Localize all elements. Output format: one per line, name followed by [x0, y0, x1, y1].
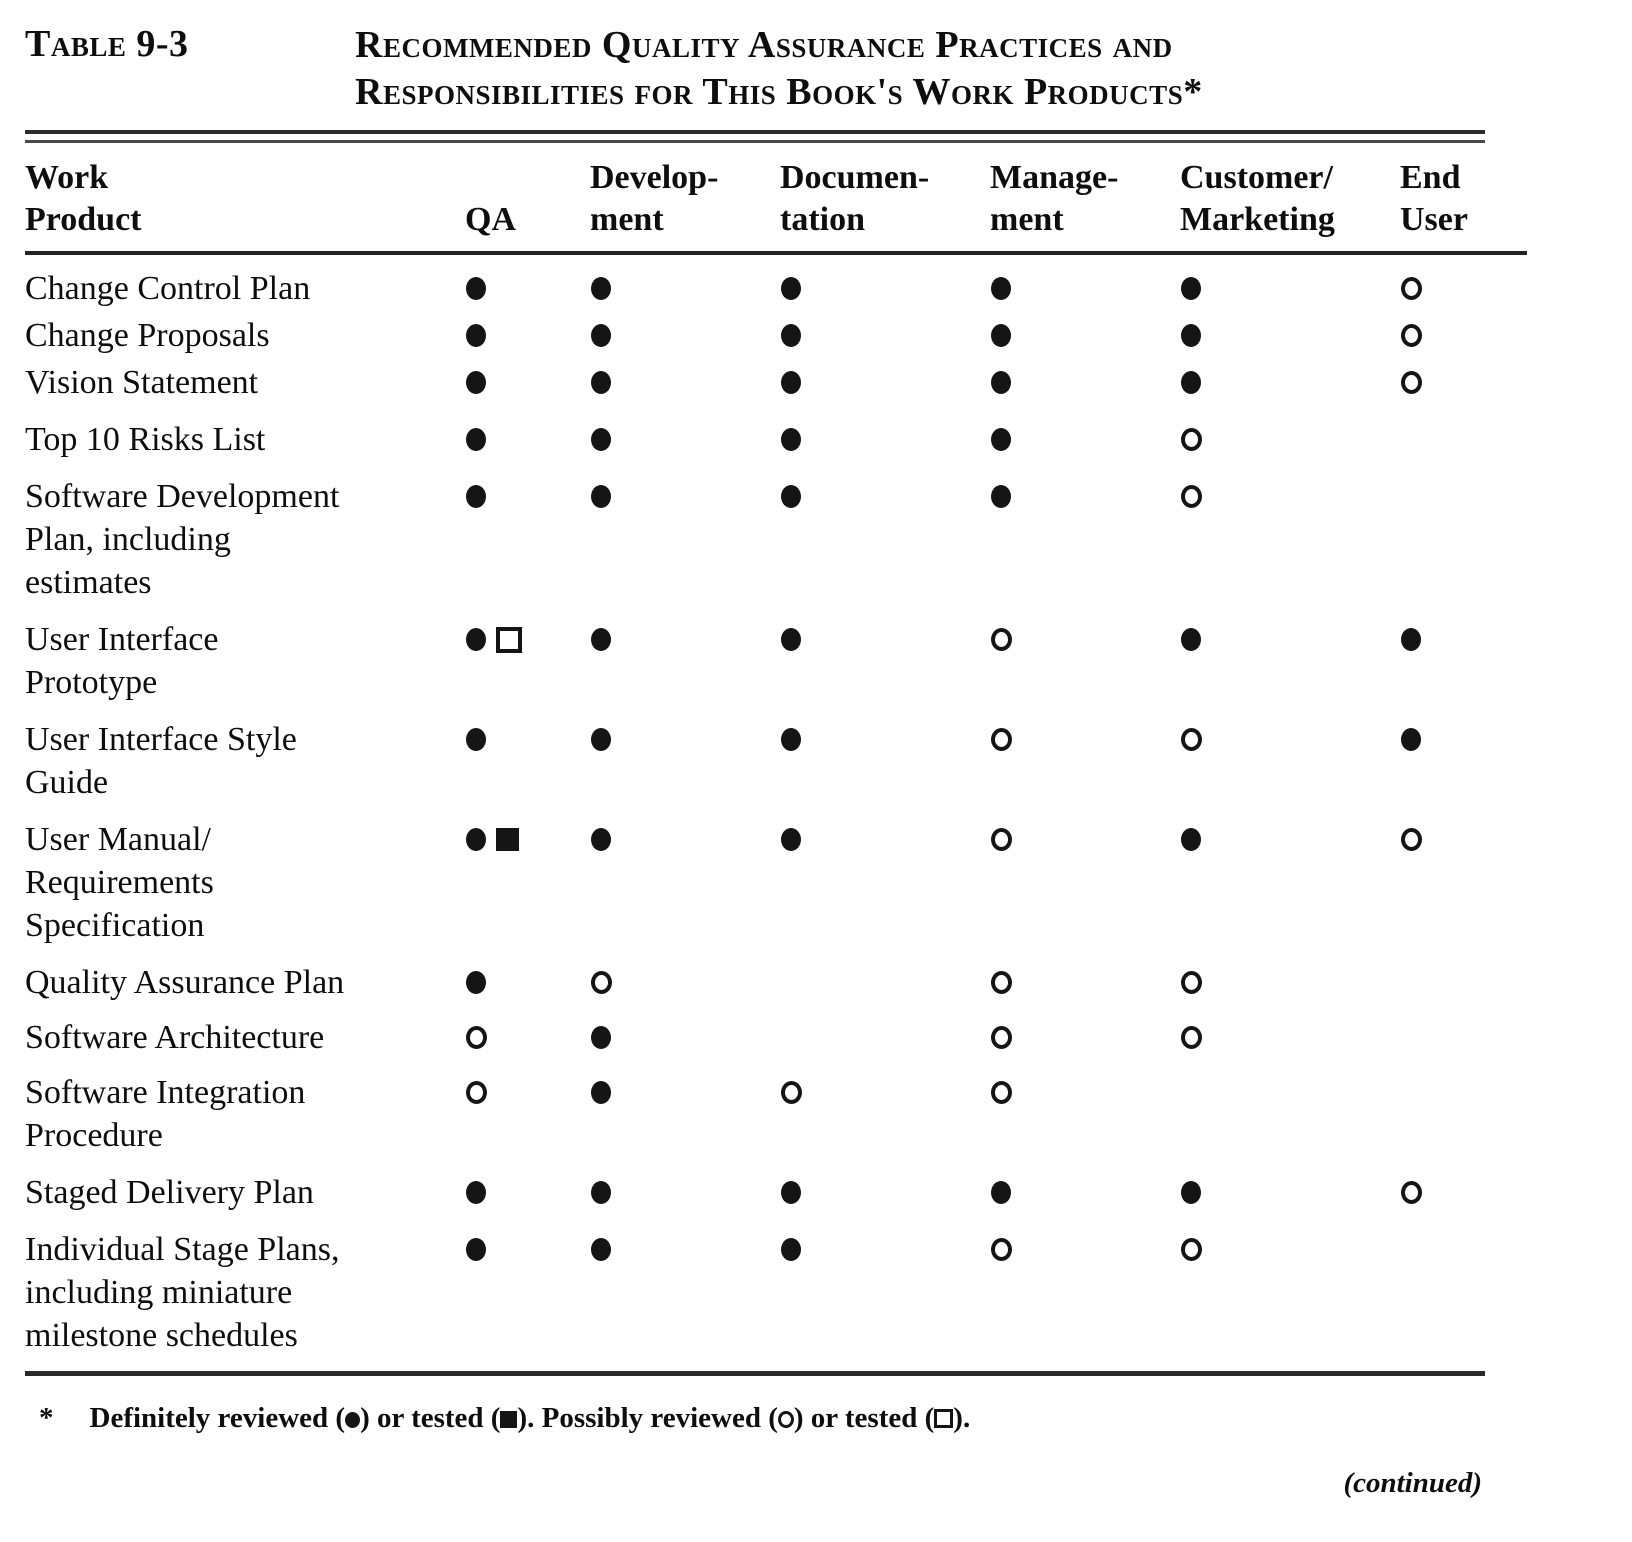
column-header-qa	[465, 157, 590, 241]
table-row	[25, 361, 1632, 404]
footnote-text-segment: Definitely reviewed (	[89, 1402, 346, 1434]
responsibility-cell	[990, 1228, 1180, 1271]
definitely-reviewed-icon	[991, 428, 1011, 451]
responsibility-cell	[590, 314, 780, 357]
responsibility-cell	[1400, 961, 1527, 1004]
work-product-label-line: Software Development	[25, 478, 340, 515]
responsibility-cell	[465, 1016, 590, 1059]
possibly-reviewed-icon	[991, 1238, 1012, 1261]
responsibility-cell	[1180, 361, 1400, 404]
table-row	[25, 818, 1632, 947]
definitely-reviewed-icon	[1181, 1181, 1201, 1204]
table-body	[25, 255, 1632, 1357]
responsibility-cell	[1180, 267, 1400, 310]
responsibility-cell	[1400, 1016, 1527, 1059]
responsibility-cell	[1180, 418, 1400, 461]
work-product-label	[25, 1071, 465, 1157]
work-product-label-line: Change Control Plan	[25, 270, 311, 307]
work-product-label-line: Quality Assurance Plan	[25, 964, 345, 1001]
possibly-tested-icon	[496, 627, 522, 653]
responsibility-cell	[590, 418, 780, 461]
responsibility-cell	[990, 1171, 1180, 1214]
responsibility-cell	[1400, 475, 1527, 518]
table-row	[25, 1228, 1632, 1357]
table-footnote	[25, 1402, 1485, 1435]
responsibility-cell	[780, 267, 990, 310]
definitely-reviewed-icon	[466, 371, 486, 394]
possibly-reviewed-icon	[991, 728, 1012, 751]
definitely-reviewed-icon	[781, 371, 801, 394]
definitely-reviewed-icon	[991, 485, 1011, 508]
definitely-reviewed-icon	[591, 324, 611, 347]
responsibility-cell	[780, 314, 990, 357]
possibly-reviewed-icon	[466, 1026, 487, 1049]
possibly-reviewed-icon	[781, 1081, 802, 1104]
work-product-label-line: milestone schedules	[25, 1317, 298, 1354]
responsibility-cell	[990, 618, 1180, 661]
definitely-reviewed-icon	[781, 428, 801, 451]
responsibility-cell	[780, 1071, 990, 1114]
definitely-reviewed-icon	[781, 277, 801, 300]
work-product-label	[25, 818, 465, 947]
responsibility-cell	[1180, 818, 1400, 861]
responsibility-cell	[780, 718, 990, 761]
table-title-line1: Recommended Quality Assurance Practices and	[355, 24, 1173, 66]
possibly-reviewed-icon	[591, 971, 612, 994]
footnote-legend-text	[90, 1402, 971, 1435]
responsibility-cell	[1400, 361, 1527, 404]
column-header-line: User	[1400, 201, 1468, 238]
definitely-reviewed-icon	[345, 1412, 360, 1428]
responsibility-cell	[990, 314, 1180, 357]
column-header-line: Documen-	[780, 159, 930, 196]
definitely-reviewed-icon	[991, 371, 1011, 394]
definitely-reviewed-icon	[591, 1181, 611, 1204]
table-row	[25, 267, 1632, 310]
responsibility-cell	[1180, 1071, 1400, 1114]
definitely-reviewed-icon	[466, 1238, 486, 1261]
possibly-reviewed-icon	[1401, 1181, 1422, 1204]
responsibility-cell	[590, 1171, 780, 1214]
definitely-reviewed-icon	[991, 324, 1011, 347]
definitely-reviewed-icon	[591, 485, 611, 508]
responsibility-cell	[990, 1071, 1180, 1114]
table-row	[25, 418, 1632, 461]
definitely-reviewed-icon	[991, 1181, 1011, 1204]
work-product-label-line: Change Proposals	[25, 317, 270, 354]
responsibility-cell	[1400, 418, 1527, 461]
responsibility-cell	[465, 1071, 590, 1114]
column-header-line: tation	[780, 201, 865, 238]
column-header-line: Work	[25, 159, 109, 196]
work-product-label	[25, 1016, 465, 1059]
responsibility-cell	[780, 818, 990, 861]
responsibility-cell	[780, 961, 990, 1004]
definitely-tested-icon	[500, 1411, 517, 1428]
responsibility-cell	[780, 475, 990, 518]
work-product-label	[25, 1171, 465, 1214]
definitely-reviewed-icon	[591, 1081, 611, 1104]
definitely-reviewed-icon	[591, 828, 611, 851]
work-product-label	[25, 961, 465, 1004]
definitely-reviewed-icon	[1181, 628, 1201, 651]
definitely-reviewed-icon	[781, 1181, 801, 1204]
table-row	[25, 475, 1632, 604]
work-product-label-line: Guide	[25, 764, 109, 801]
responsibility-cell	[780, 418, 990, 461]
table-row	[25, 618, 1632, 704]
responsibility-cell	[780, 1016, 990, 1059]
column-header-line: Manage-	[990, 159, 1119, 196]
possibly-reviewed-icon	[1401, 324, 1422, 347]
table-header-row	[25, 143, 1527, 255]
possibly-reviewed-icon	[991, 1026, 1012, 1049]
work-product-label-line: Software Integration	[25, 1074, 306, 1111]
work-product-label	[25, 267, 465, 310]
responsibility-cell	[1180, 314, 1400, 357]
bottom-rule-divider	[25, 1371, 1485, 1376]
definitely-reviewed-icon	[466, 828, 486, 851]
responsibility-cell	[990, 718, 1180, 761]
definitely-tested-icon	[496, 828, 519, 851]
work-product-label-line: Prototype	[25, 664, 158, 701]
column-header-line: Develop-	[590, 159, 719, 196]
definitely-reviewed-icon	[466, 971, 486, 994]
definitely-reviewed-icon	[591, 728, 611, 751]
column-header-development	[590, 157, 780, 241]
work-product-label	[25, 314, 465, 357]
definitely-reviewed-icon	[991, 277, 1011, 300]
responsibility-cell	[465, 961, 590, 1004]
responsibility-cell	[780, 618, 990, 661]
responsibility-cell	[990, 361, 1180, 404]
definitely-reviewed-icon	[466, 277, 486, 300]
responsibility-cell	[465, 361, 590, 404]
possibly-reviewed-icon	[991, 1081, 1012, 1104]
responsibility-cell	[1180, 618, 1400, 661]
table-row	[25, 961, 1632, 1004]
footnote-text-segment: ) or tested (	[793, 1402, 935, 1434]
work-product-label-line: Plan, including	[25, 521, 231, 558]
possibly-reviewed-icon	[1401, 277, 1422, 300]
work-product-label-line: User Interface Style	[25, 721, 297, 758]
responsibility-cell	[1400, 718, 1527, 761]
definitely-reviewed-icon	[1181, 324, 1201, 347]
work-product-label-line: Individual Stage Plans,	[25, 1231, 340, 1268]
responsibility-cell	[1400, 314, 1527, 357]
table-row	[25, 718, 1632, 804]
responsibility-cell	[990, 418, 1180, 461]
responsibility-cell	[465, 475, 590, 518]
work-product-label-line: estimates	[25, 564, 152, 601]
responsibility-cell	[990, 267, 1180, 310]
column-header-work-product	[25, 157, 465, 241]
column-header-line: End	[1400, 159, 1461, 196]
definitely-reviewed-icon	[466, 428, 486, 451]
footnote-text-segment: ). Possibly reviewed (	[517, 1402, 778, 1434]
responsibility-cell	[1400, 818, 1527, 861]
column-header-documentation	[780, 157, 990, 241]
responsibility-cell	[1180, 1171, 1400, 1214]
responsibility-cell	[465, 1228, 590, 1271]
work-product-label	[25, 618, 465, 704]
work-product-label	[25, 361, 465, 404]
definitely-reviewed-icon	[781, 828, 801, 851]
responsibility-cell	[1180, 961, 1400, 1004]
responsibility-cell	[1400, 267, 1527, 310]
responsibility-cell	[590, 1228, 780, 1271]
work-product-label-line: User Manual/	[25, 821, 212, 858]
definitely-reviewed-icon	[1181, 277, 1201, 300]
responsibility-cell	[990, 961, 1180, 1004]
column-header-end-user	[1400, 157, 1527, 241]
responsibility-cell	[590, 1016, 780, 1059]
possibly-reviewed-icon	[1401, 371, 1422, 394]
column-header-line	[465, 157, 590, 199]
responsibility-cell	[1400, 1171, 1527, 1214]
responsibility-cell	[465, 314, 590, 357]
responsibility-cell	[465, 418, 590, 461]
responsibility-cell	[1180, 1016, 1400, 1059]
possibly-reviewed-icon	[466, 1081, 487, 1104]
responsibility-cell	[990, 475, 1180, 518]
definitely-reviewed-icon	[781, 1238, 801, 1261]
responsibility-cell	[590, 1071, 780, 1114]
table-row	[25, 314, 1632, 357]
definitely-reviewed-icon	[466, 324, 486, 347]
footnote-text-segment: ) or tested (	[360, 1402, 501, 1434]
table-row	[25, 1016, 1632, 1059]
continued-label: (continued)	[1343, 1467, 1482, 1499]
responsibility-cell	[465, 718, 590, 761]
responsibility-cell	[1400, 618, 1527, 661]
definitely-reviewed-icon	[1181, 371, 1201, 394]
table-row	[25, 1171, 1632, 1214]
definitely-reviewed-icon	[781, 628, 801, 651]
possibly-reviewed-icon	[1181, 1238, 1202, 1261]
responsibility-cell	[990, 818, 1180, 861]
work-product-label	[25, 418, 465, 461]
work-product-label-line: Top 10 Risks List	[25, 421, 266, 458]
responsibility-cell	[465, 818, 590, 861]
definitely-reviewed-icon	[591, 1026, 611, 1049]
definitely-reviewed-icon	[591, 628, 611, 651]
responsibility-cell	[990, 1016, 1180, 1059]
definitely-reviewed-icon	[466, 728, 486, 751]
responsibility-cell	[590, 718, 780, 761]
possibly-reviewed-icon	[778, 1411, 794, 1428]
definitely-reviewed-icon	[1401, 628, 1421, 651]
work-product-label-line: Procedure	[25, 1117, 163, 1154]
work-product-label-line: Requirements	[25, 864, 214, 901]
responsibility-cell	[465, 618, 590, 661]
responsibility-cell	[465, 267, 590, 310]
responsibility-cell	[590, 361, 780, 404]
definitely-reviewed-icon	[591, 1238, 611, 1261]
column-header-line: Customer/	[1180, 159, 1333, 196]
table-title-line2: Responsibilities for This Book's Work Products*	[355, 71, 1203, 113]
work-product-label-line: Vision Statement	[25, 364, 259, 401]
definitely-reviewed-icon	[1181, 828, 1201, 851]
responsibility-cell	[1400, 1071, 1527, 1114]
possibly-reviewed-icon	[1181, 728, 1202, 751]
table-number-label: Table 9-3	[25, 23, 189, 65]
responsibility-cell	[465, 1171, 590, 1214]
work-product-label-line: Software Architecture	[25, 1019, 325, 1056]
work-product-label	[25, 475, 465, 604]
work-product-label-line: including miniature	[25, 1274, 293, 1311]
responsibility-cell	[1180, 718, 1400, 761]
responsibility-cell	[1180, 1228, 1400, 1271]
footnote-asterisk: *	[39, 1402, 54, 1434]
work-product-label-line: User Interface	[25, 621, 219, 658]
possibly-reviewed-icon	[991, 971, 1012, 994]
possibly-reviewed-icon	[991, 828, 1012, 851]
definitely-reviewed-icon	[1401, 728, 1421, 751]
column-header-customer-marketing	[1180, 157, 1400, 241]
column-header-line: QA	[465, 201, 516, 238]
responsibility-cell	[590, 267, 780, 310]
definitely-reviewed-icon	[591, 428, 611, 451]
table-title	[355, 22, 1203, 116]
possibly-reviewed-icon	[1181, 428, 1202, 451]
responsibility-cell	[590, 818, 780, 861]
table-row	[25, 1071, 1632, 1157]
column-header-management	[990, 157, 1180, 241]
definitely-reviewed-icon	[466, 485, 486, 508]
possibly-reviewed-icon	[1181, 485, 1202, 508]
possibly-reviewed-icon	[991, 628, 1012, 651]
definitely-reviewed-icon	[466, 1181, 486, 1204]
column-header-line: Product	[25, 201, 142, 238]
possibly-tested-icon	[934, 1409, 953, 1428]
definitely-reviewed-icon	[466, 628, 486, 651]
definitely-reviewed-icon	[591, 277, 611, 300]
definitely-reviewed-icon	[781, 324, 801, 347]
responsibility-cell	[590, 475, 780, 518]
definitely-reviewed-icon	[781, 485, 801, 508]
footnote-text-segment: ).	[953, 1402, 971, 1434]
work-product-label-line: Staged Delivery Plan	[25, 1174, 314, 1211]
responsibility-cell	[590, 618, 780, 661]
responsibility-cell	[780, 361, 990, 404]
column-header-line: ment	[990, 201, 1064, 238]
possibly-reviewed-icon	[1401, 828, 1422, 851]
responsibility-cell	[780, 1171, 990, 1214]
responsibility-cell	[1180, 475, 1400, 518]
possibly-reviewed-icon	[1181, 1026, 1202, 1049]
column-header-line: ment	[590, 201, 664, 238]
definitely-reviewed-icon	[591, 371, 611, 394]
work-product-label	[25, 1228, 465, 1357]
responsibility-cell	[590, 961, 780, 1004]
responsibility-cell	[1400, 1228, 1527, 1271]
column-header-line: Marketing	[1180, 201, 1335, 238]
work-product-label	[25, 718, 465, 804]
possibly-reviewed-icon	[1181, 971, 1202, 994]
double-rule-divider	[25, 130, 1485, 143]
work-product-label-line: Specification	[25, 907, 205, 944]
responsibility-cell	[780, 1228, 990, 1271]
table-title-block	[25, 22, 1632, 116]
definitely-reviewed-icon	[781, 728, 801, 751]
